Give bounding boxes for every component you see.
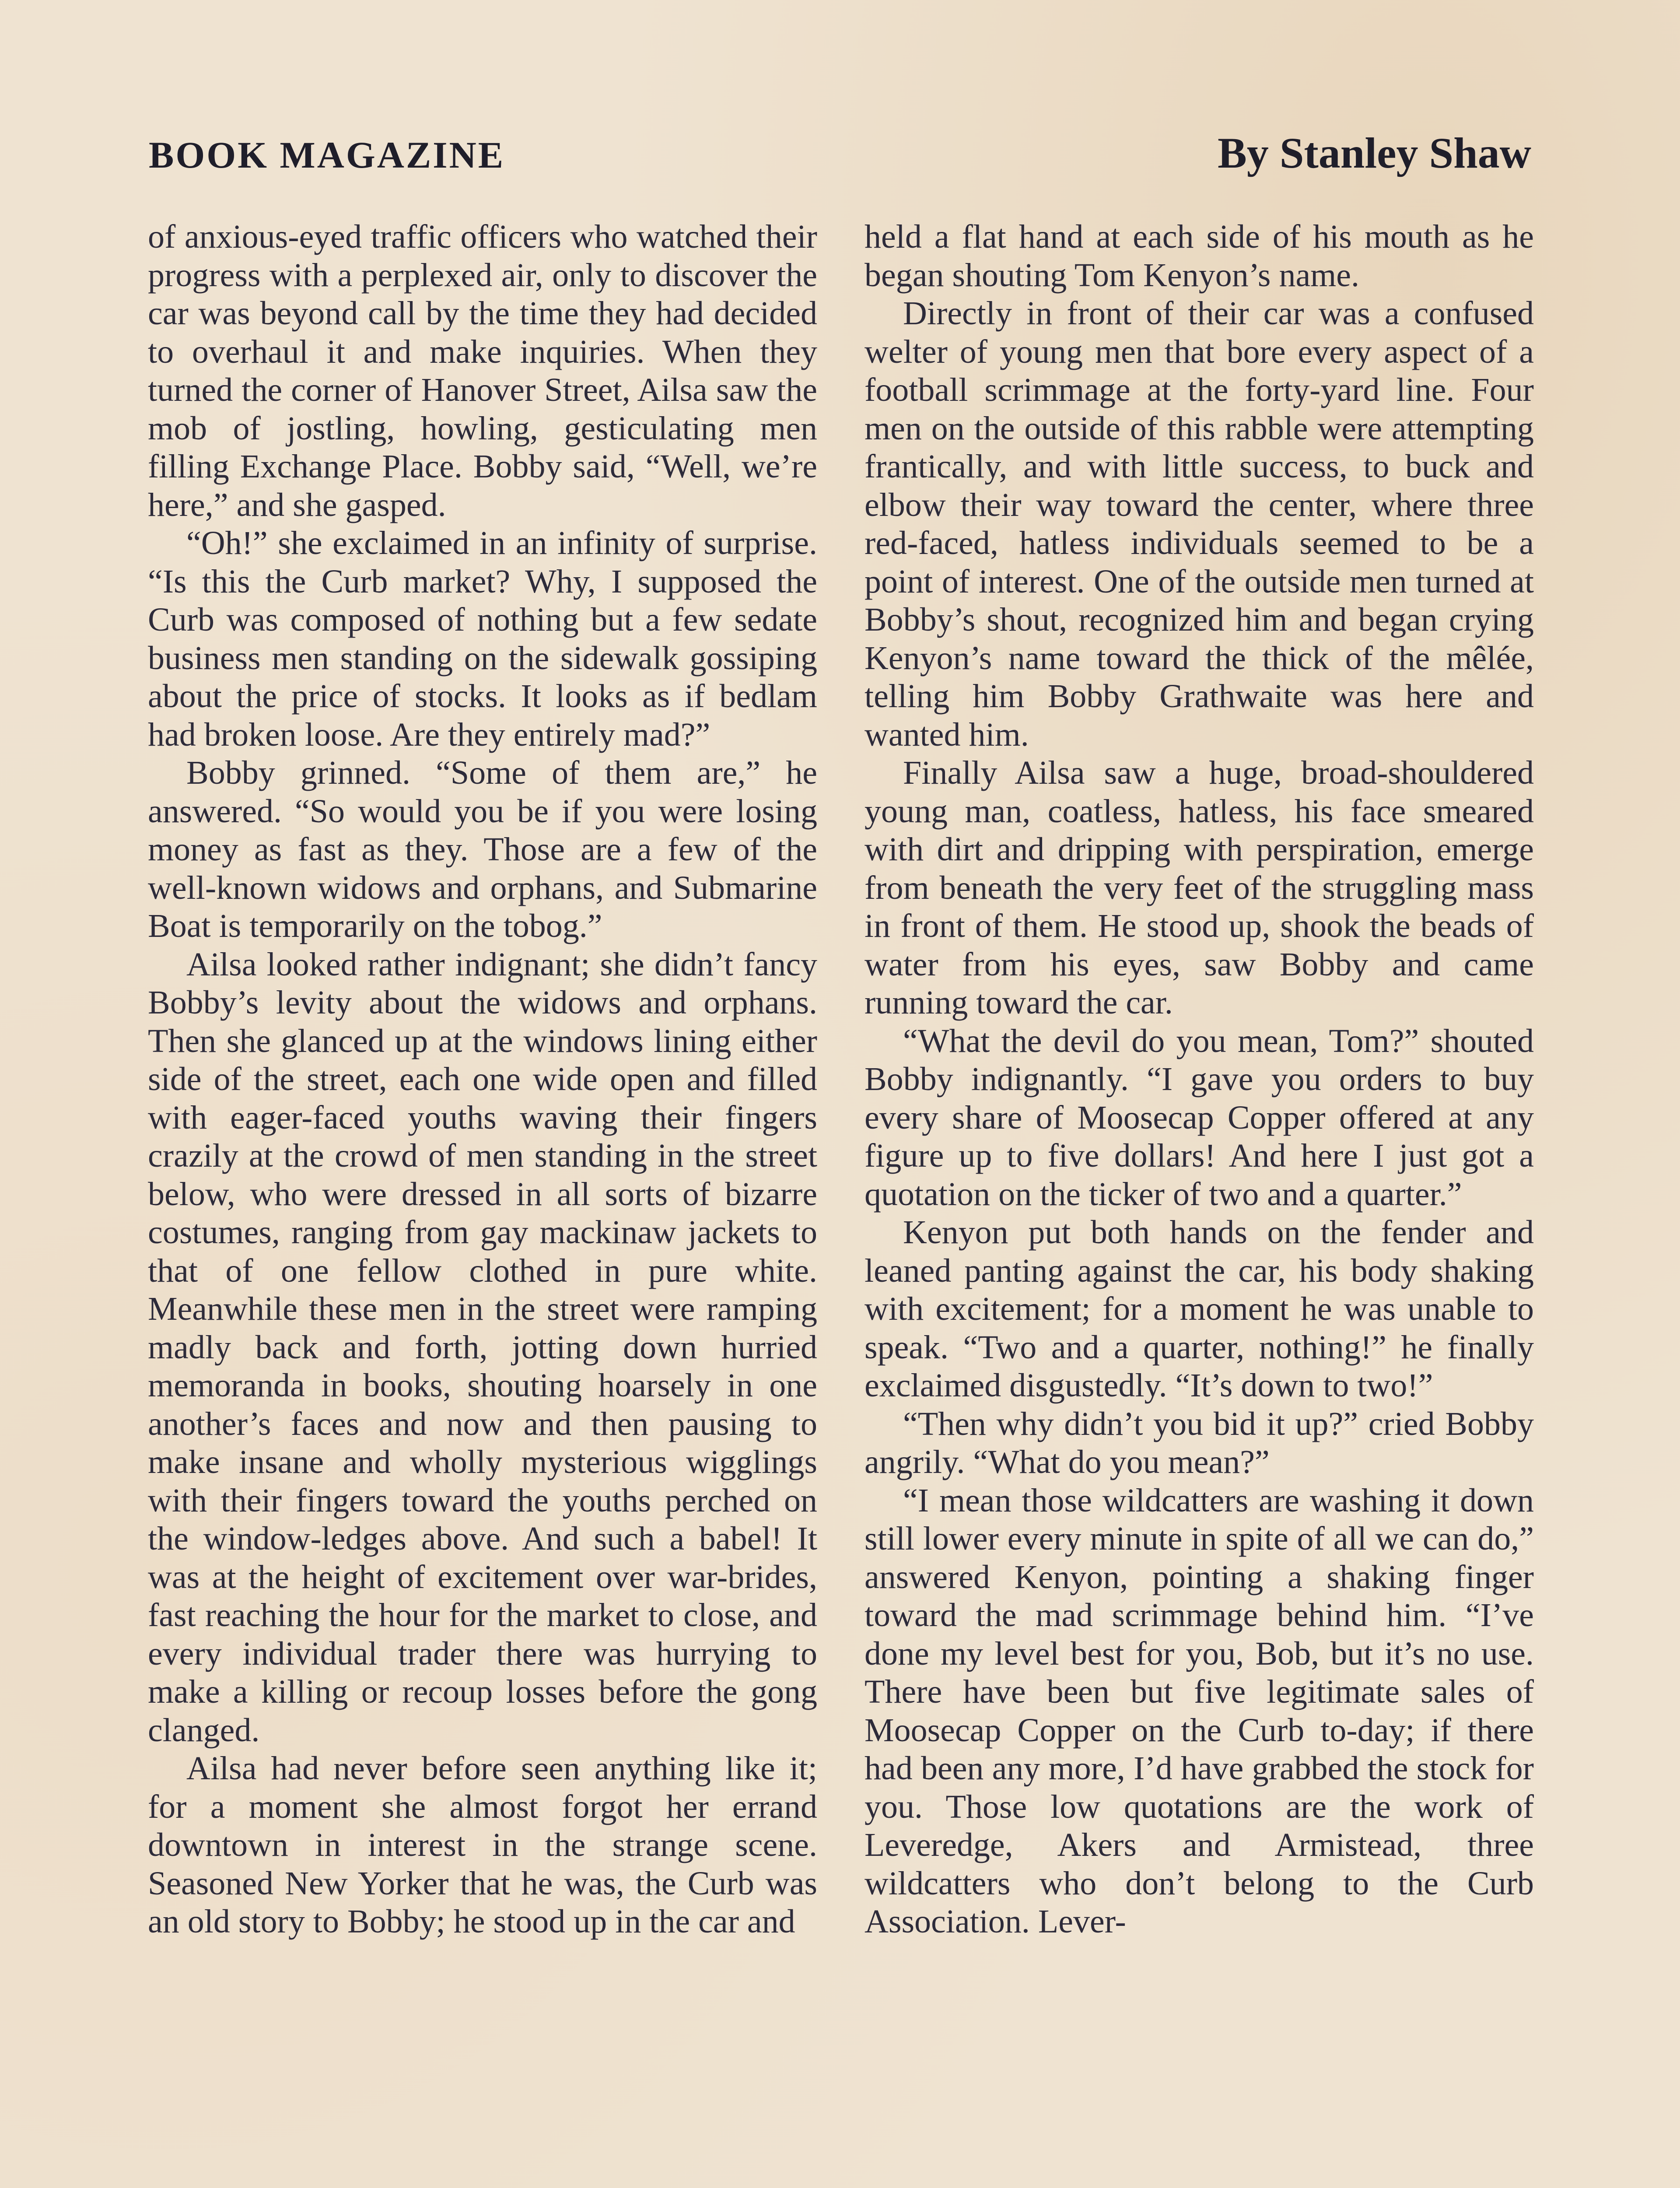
- author-byline: By Stanley Shaw: [1218, 129, 1531, 177]
- paragraph: Ailsa looked rather indignant; she didn’t fancy Bobby’s levity about the widows and orphans. Then she glanced up at the windows lining either side of the street, each one wide open and filled with eager-faced youths waving their fingers crazily at the crowd of men standing in the street below, who were dressed in all sorts of bizarre costumes, ranging from gay mackinaw jackets to that of one fellow clothed in pure white. Meanwhile these men in the street were ramping madly back and forth, jotting down hurried memoranda in books, shouting hoarsely in one another’s faces and now and then pausing to make insane and wholly mysterious wigglings with their fingers toward the youths perched on the window-ledges above. And such a babel! It was at the height of excitement over war-brides, fast reaching the hour for the market to close, and every individual trader there was hurrying to make a killing or recoup losses before the gong clanged.: [148, 946, 817, 1749]
- paragraph: Ailsa had never before seen anything like it; for a moment she almost forgot her errand downtown in interest in the strange scene. Seasoned New Yorker that he was, the Curb was an old story to Bobby; he stood up in the car and: [148, 1750, 817, 1940]
- paragraph: Directly in front of their car was a confused welter of young men that bore every aspect of a football scrimmage at the forty-yard line. Four men on the outside of this rabble were attempting frantically, and with little success, to buck and elbow their way toward the center, where three red-faced, hatless individuals seemed to be a point of interest. One of the outside men turned at Bobby’s shout, recognized him and began crying Kenyon’s name toward the thick of the mêlée, telling him Bobby Grathwaite was here and wanted him.: [864, 295, 1534, 753]
- text-columns: [148, 218, 1534, 2188]
- paragraph: Kenyon put both hands on the fender and leaned panting against the car, his body shaking with excitement; for a moment he was unable to speak. “Two and a quarter, nothing!” he finally exclaimed disgustedly. “It’s down to two!”: [864, 1214, 1534, 1404]
- paragraph: Finally Ailsa saw a huge, broad-shouldered young man, coatless, hatless, his face smeared with dirt and dripping with perspiration, emerge from beneath the very feet of the struggling mass in front of them. He stood up, shook the beads of water from his eyes, saw Bobby and came running toward the car.: [864, 754, 1534, 1021]
- left-column: [148, 218, 817, 2188]
- paragraph: “I mean those wildcatters are washing it down still lower every minute in spite of all we can do,” answered Kenyon, pointing a shaking finger toward the mad scrimmage behind him. “I’ve done my level best for you, Bob, but it’s no use. There have been but five legitimate sales of Moosecap Copper on the Curb to-day; if there had been any more, I’d have grabbed the stock for you. Those low quotations are the work of Leveredge, Akers and Armistead, three wildcatters who don’t belong to the Curb Association. Lever-: [864, 1482, 1534, 1940]
- magazine-title: BOOK MAGAZINE: [149, 134, 505, 176]
- paragraph: Bobby grinned. “Some of them are,” he answered. “So would you be if you were losing money as fast as they. Those are a few of the well-known widows and orphans, and Submarine Boat is temporarily on the tobog.”: [148, 754, 817, 944]
- paragraph: “What the devil do you mean, Tom?” shouted Bobby indignantly. “I gave you orders to buy every share of Moosecap Copper offered at any figure up to five dollars! And here I just got a quotation on the ticker of two and a quarter.”: [864, 1022, 1534, 1213]
- paragraph: “Oh!” she exclaimed in an infinity of surprise. “Is this the Curb market? Why, I supposed the Curb was composed of nothing but a few sedate business men standing on the sidewalk gossiping about the price of stocks. It looks as if bedlam had broken loose. Are they entirely mad?”: [148, 525, 817, 753]
- paragraph: held a flat hand at each side of his mouth as he began shouting Tom Kenyon’s name.: [864, 218, 1534, 294]
- running-header: [149, 128, 1531, 180]
- right-column: [864, 218, 1534, 2188]
- paragraph: of anxious-eyed traffic officers who watched their progress with a perplexed air, only to discover the car was beyond call by the time they had decided to overhaul it and make inquiries. When they turned the corner of Hanover Street, Ailsa saw the mob of jostling, howling, gesticulating men filling Exchange Place. Bobby said, “Well, we’re here,” and she gasped.: [148, 218, 817, 523]
- paragraph: “Then why didn’t you bid it up?” cried Bobby angrily. “What do you mean?”: [864, 1405, 1534, 1480]
